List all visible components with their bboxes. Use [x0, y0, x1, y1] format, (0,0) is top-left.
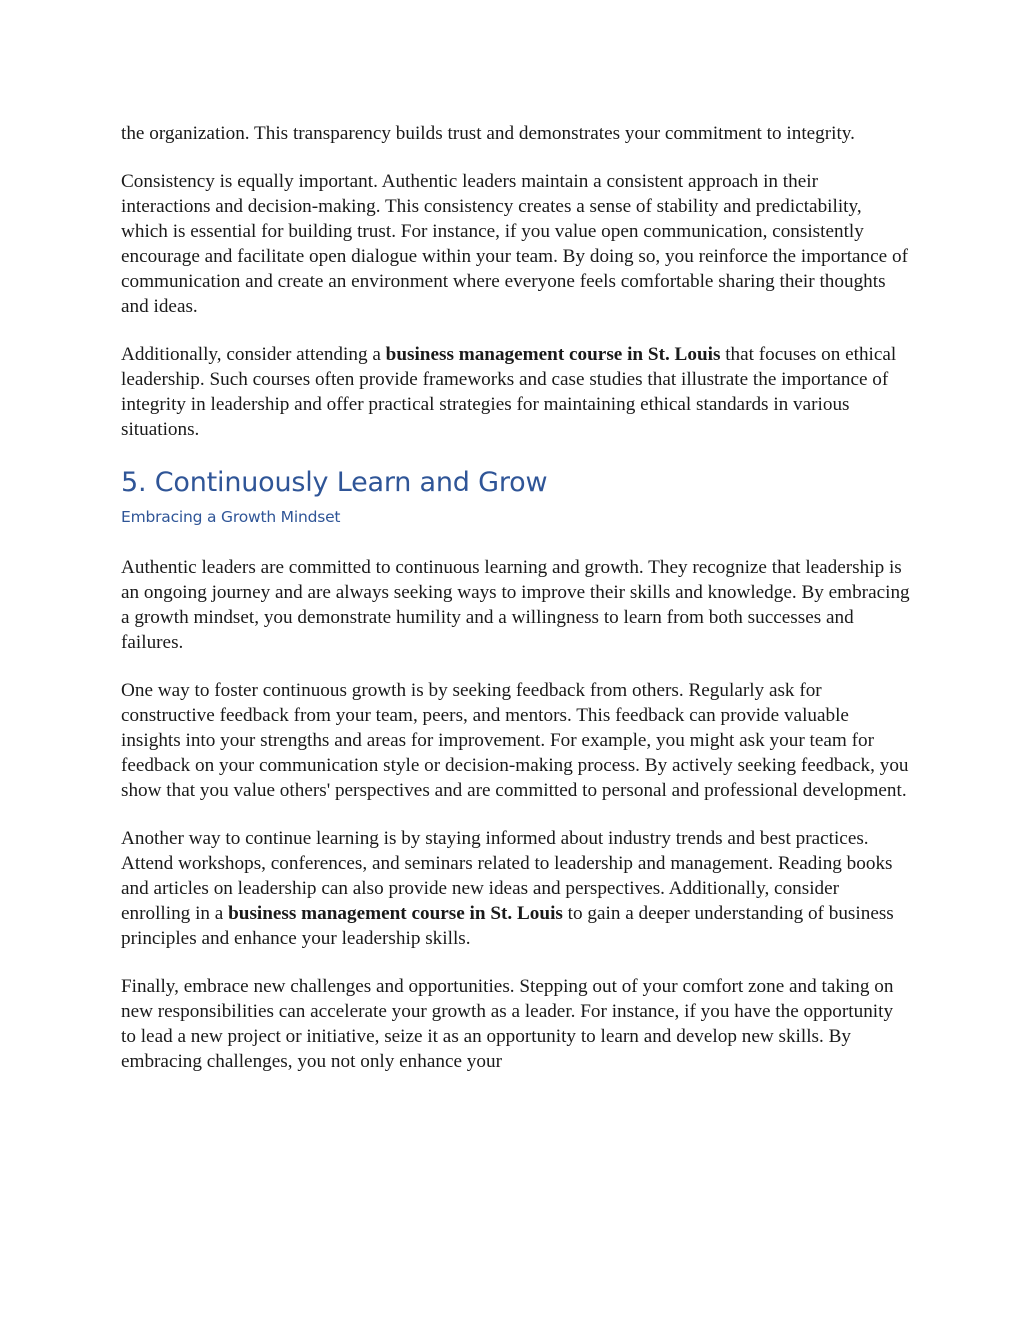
paragraph-text: Another way to continue learning is by staying informed about industry trends and best practices. Attend workshops, conferences, and seminars related to leadership and management. Reading books and articles on leadership can also provide new ideas and perspectives. Additionally, consider enrolling in a — [121, 828, 893, 924]
paragraph-challenges: Finally, embrace new challenges and opportunities. Stepping out of your comfort zone and taking on new responsibilities can accelerate your growth as a leader. For instance, if you have the opportunity to lead a new project or initiative, seize it as an opportunity to learn and develop new skills. By embracing challenges, you not only enhance your — [121, 976, 894, 1072]
document-page — [121, 121, 911, 1074]
paragraph-transparency: the organization. This transparency builds trust and demonstrates your commitment to integrity. — [121, 123, 855, 144]
paragraph-course-ethics — [121, 342, 911, 442]
subsection-heading: Embracing a Growth Mindset — [121, 508, 341, 526]
paragraph-feedback: One way to foster continuous growth is by seeking feedback from others. Regularly ask for constructive feedback from your team, peers, and mentors. This feedback can provide valuable insights into your strengths and areas for improvement. For example, you might ask your team for feedback on your communication style or decision-making process. By actively seeking feedback, you show that you value others' perspectives and are committed to personal and professional development. — [121, 680, 909, 801]
paragraph-text: to gain a deeper understanding of business principles and enhance your leadership skills. — [121, 903, 894, 949]
paragraph-consistency: Consistency is equally important. Authentic leaders maintain a consistent approach in their interactions and decision-making. This consistency creates a sense of stability and predictability, which is essential for building trust. For instance, if you value open communication, consistently encourage and facilitate open dialogue within your team. By doing so, you reinforce the importance of communication and create an environment where everyone feels comfortable sharing their thoughts and ideas. — [121, 171, 908, 317]
section-heading: 5. Continuously Learn and Grow — [121, 467, 548, 498]
paragraph-text: Additionally, consider attending a — [121, 344, 386, 365]
bold-course-link-text: business management course in St. Louis — [385, 344, 721, 365]
paragraph-text: that focuses on ethical leadership. Such courses often provide frameworks and case studies that illustrate the importance of integrity in leadership and offer practical strategies for maintaining ethical standards in various situations. — [121, 344, 897, 440]
bold-course-link-text: business management course in St. Louis — [228, 903, 563, 924]
paragraph-industry-trends — [121, 826, 911, 951]
paragraph-growth-commitment: Authentic leaders are committed to continuous learning and growth. They recognize that leadership is an ongoing journey and are always seeking ways to improve their skills and knowledge. By embracing a growth mindset, you demonstrate humility and a willingness to learn from both successes and failures. — [121, 557, 910, 653]
